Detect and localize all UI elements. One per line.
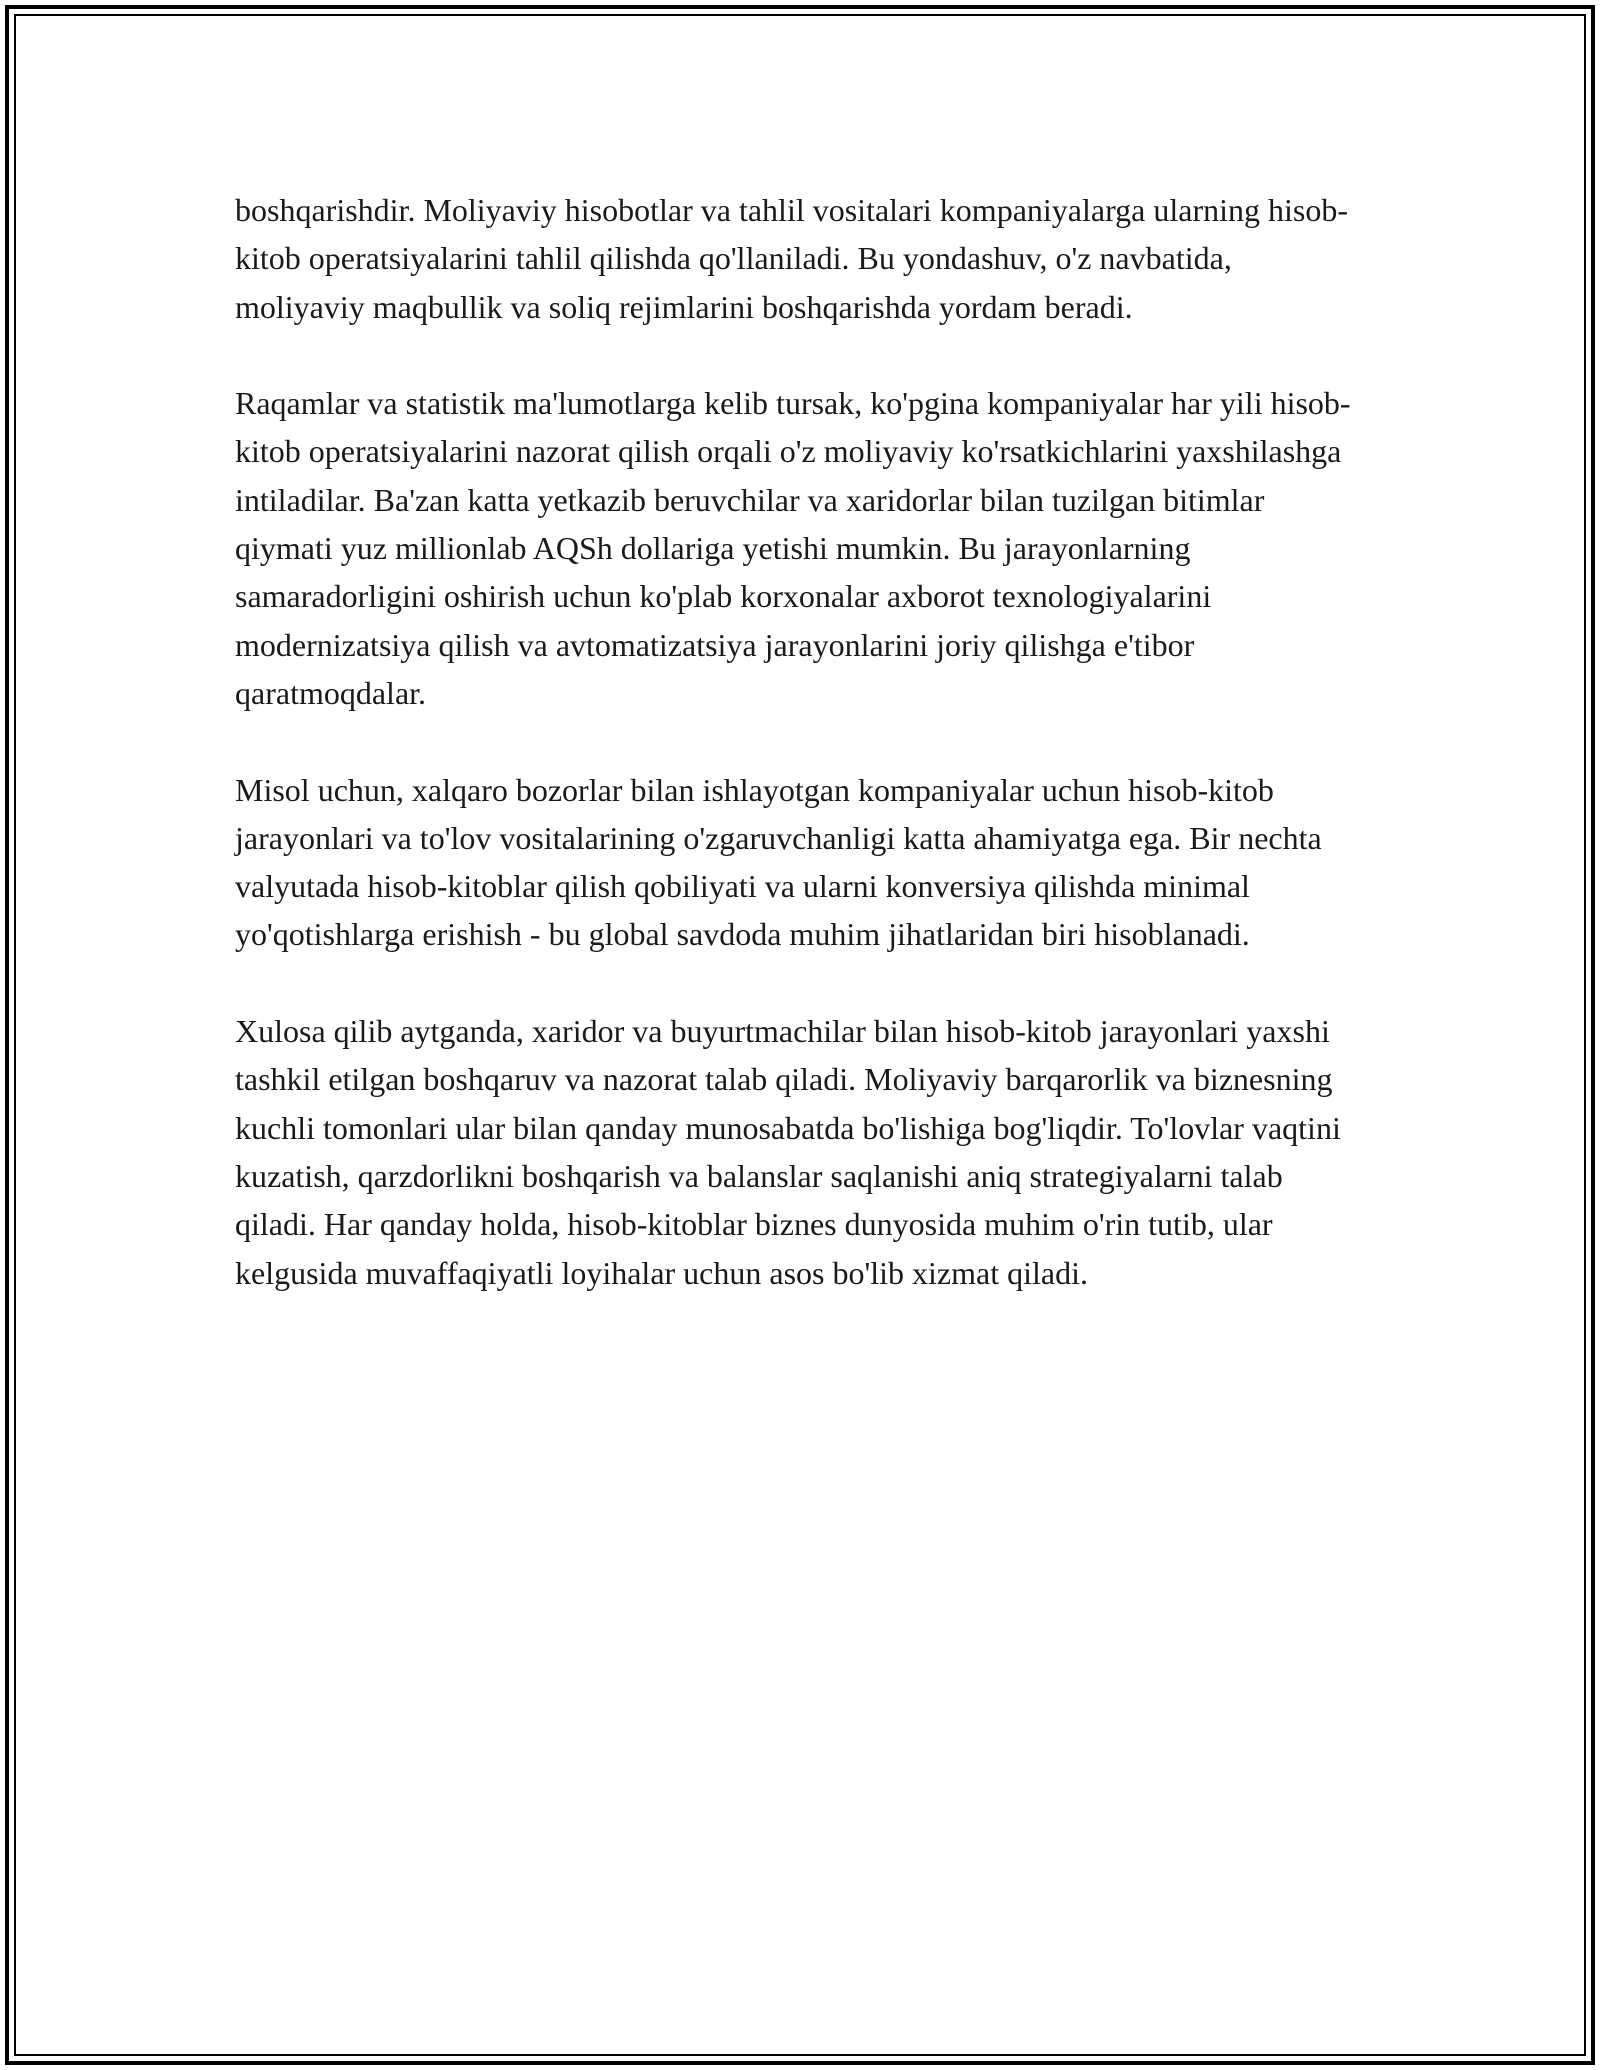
paragraph-1: boshqarishdir. Moliyaviy hisobotlar va tahlil vositalari kompaniyalarga ularning hisob-kitob operatsiyalarini tahlil qilishda qo'llaniladi. Bu yondashuv, o'z navbatida, moliyaviy maqbullik va soliq rejimlarini boshqarishda yordam beradi.	[235, 192, 1348, 325]
document-body	[235, 186, 1360, 1345]
paragraph-4: Xulosa qilib aytganda, xaridor va buyurtmachilar bilan hisob-kitob jarayonlari yaxshi tashkil etilgan boshqaruv va nazorat talab qiladi. Moliyaviy barqarorlik va biznesning kuchli tomonlari ular bilan qanday munosabatda bo'lishiga bog'liqdir. To'lovlar vaqtini kuzatish, qarzdorlikni boshqarish va balanslar saqlanishi aniq strategiyalarni talab qiladi. Har qanday holda, hisob-kitoblar biznes dunyosida muhim o'rin tutib, ular kelgusida muvaffaqiyatli loyihalar uchun asos bo'lib xizmat qiladi.	[235, 1013, 1341, 1291]
paragraph-2: Raqamlar va statistik ma'lumotlarga kelib tursak, ko'pgina kompaniyalar har yili hisob-kitob operatsiyalarini nazorat qilish orqali o'z moliyaviy ko'rsatkichlarini yaxshilashga intiladilar. Ba'zan katta yetkazib beruvchilar va xaridorlar bilan tuzilgan bitimlar qiymati yuz millionlab AQSh dollariga yetishi mumkin. Bu jarayonlarning samaradorligini oshirish uchun ko'plab korxonalar axborot texnologiyalarini modernizatsiya qilish va avtomatizatsiya jarayonlarini joriy qilishga e'tibor qaratmoqdalar.	[235, 385, 1351, 711]
paragraph-3: Misol uchun, xalqaro bozorlar bilan ishlayotgan kompaniyalar uchun hisob-kitob jarayonlari va to'lov vositalarining o'zgaruvchanligi katta ahamiyatga ega. Bir nechta valyutada hisob-kitoblar qilish qobiliyati va ularni konversiya qilishda minimal yo'qotishlarga erishish - bu global savdoda muhim jihatlaridan biri hisoblanadi.	[235, 771, 1322, 953]
